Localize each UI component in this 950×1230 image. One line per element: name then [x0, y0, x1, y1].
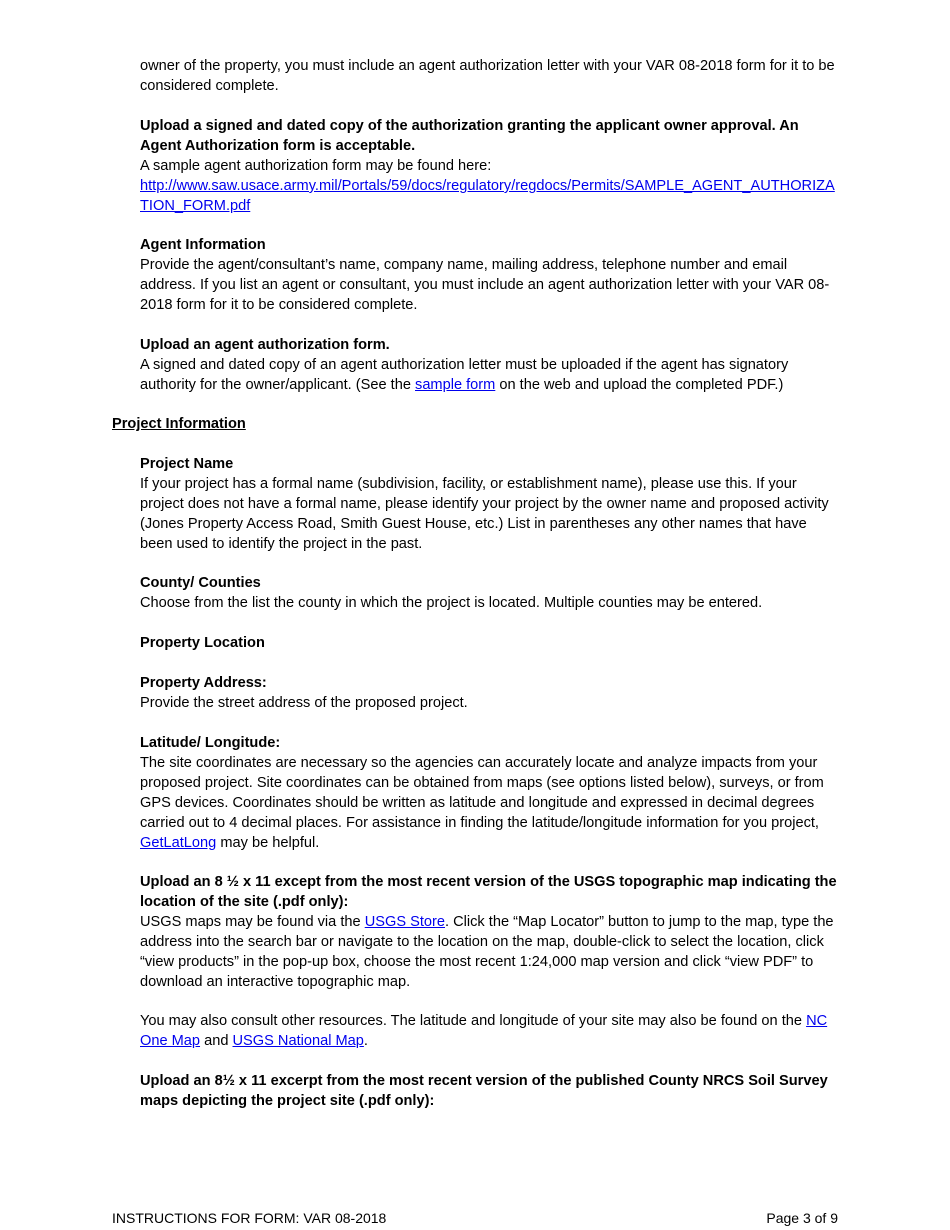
footer-page-number: Page 3 of 9: [766, 1210, 838, 1226]
intro-text: owner of the property, you must include an agent authorization letter with your VAR 08-2018 form for it to be considered complete.: [140, 58, 835, 94]
property-location-heading: Property Location: [140, 635, 265, 651]
soil-heading: Upload an 8½ x 11 excerpt from the most recent version of the published County NRCS Soil Survey maps depicting the project site (.pdf only):: [140, 1073, 828, 1109]
usgs-heading: Upload an 8 ½ x 11 except from the most recent version of the USGS topographic map indicating the location of the site (.pdf only):: [140, 874, 837, 910]
agent-info-section: [140, 235, 840, 315]
upload-agent-heading: Upload an agent authorization form.: [140, 337, 390, 353]
usgs-store-link[interactable]: USGS Store: [364, 914, 445, 930]
latlong-heading: Latitude/ Longitude:: [140, 735, 281, 751]
county-text: Choose from the list the county in which the project is located. Multiple counties may be entered.: [140, 595, 763, 611]
county-heading: County/ Counties: [140, 575, 261, 591]
upload-owner-section: [140, 116, 840, 216]
other-resources-text: You may also consult other resources. The latitude and longitude of your site may also be found on the NC One Map and USGS National Map.: [140, 1013, 828, 1049]
project-info-heading: Project Information: [112, 416, 246, 432]
property-address-heading: Property Address:: [140, 675, 267, 691]
project-info-section: [112, 414, 812, 434]
other-resources-section: [140, 1011, 840, 1051]
getlatlong-link[interactable]: GetLatLong: [140, 835, 217, 851]
property-address-text: Provide the street address of the proposed project.: [140, 695, 468, 711]
project-name-section: [140, 454, 840, 554]
usgs-text: USGS maps may be found via the USGS Store. Click the “Map Locator” button to jump to the map, type the address into the search bar or navigate to the location on the map, double-click to select the location, click “view products” in the pop-up box, choose the most recent 1:24,000 map version and click “view PDF” to download an interactive topographic map.: [140, 914, 834, 990]
project-name-text: If your project has a formal name (subdivision, facility, or establishment name), please use this. If your project does not have a formal name, please identify your project by the owner name and proposed activity (Jones Property Access Road, Smith Guest House, etc.) List in parentheses any other names that have been used to identify the project in the past.: [140, 476, 829, 552]
upload-owner-heading: Upload a signed and dated copy of the authorization granting the applicant owner approval. An Agent Authorization form is acceptable.: [140, 118, 799, 154]
latlong-text: The site coordinates are necessary so the agencies can accurately locate and analyze impacts from your proposed project. Site coordinates can be obtained from maps (see options listed below), surveys, or from GPS devices. Coordinates should be written as latitude and longitude and expressed in decimal degrees carried out to 4 decimal places. For assistance in finding the latitude/longitude information for you project, GetLatLong may be helpful.: [140, 755, 824, 851]
project-name-heading: Project Name: [140, 456, 234, 472]
upload-agent-section: [140, 335, 840, 395]
upload-owner-text: A sample agent authorization form may be found here:: [140, 158, 492, 174]
soil-section: [140, 1071, 840, 1111]
agent-info-text: Provide the agent/consultant’s name, company name, mailing address, telephone number and email address. If you list an agent or consultant, you must include an agent authorization letter with your VAR 08-2018 form for it to be considered complete.: [140, 257, 830, 313]
agent-info-heading: Agent Information: [140, 237, 266, 253]
sample-form-link[interactable]: sample form: [415, 377, 496, 393]
footer-form-title: INSTRUCTIONS FOR FORM: VAR 08-2018: [112, 1210, 387, 1226]
property-address-section: [140, 673, 840, 713]
property-location-section: [140, 633, 840, 653]
nc-one-map-link[interactable]: NC One Map: [140, 1013, 828, 1049]
latlong-section: [140, 733, 840, 853]
intro-continued: [140, 56, 840, 96]
sample-form-url-link[interactable]: http://www.saw.usace.army.mil/Portals/59/docs/regulatory/regdocs/Permits/SAMPLE_AGENT_AUTHORIZATION_FORM.pdf: [140, 178, 835, 214]
county-section: [140, 573, 840, 613]
upload-agent-text: A signed and dated copy of an agent authorization letter must be uploaded if the agent has signatory authority for the owner/applicant. (See the sample form on the web and upload the completed PDF.): [140, 357, 789, 393]
usgs-section: [140, 872, 840, 992]
usgs-national-map-link[interactable]: USGS National Map: [232, 1033, 364, 1049]
